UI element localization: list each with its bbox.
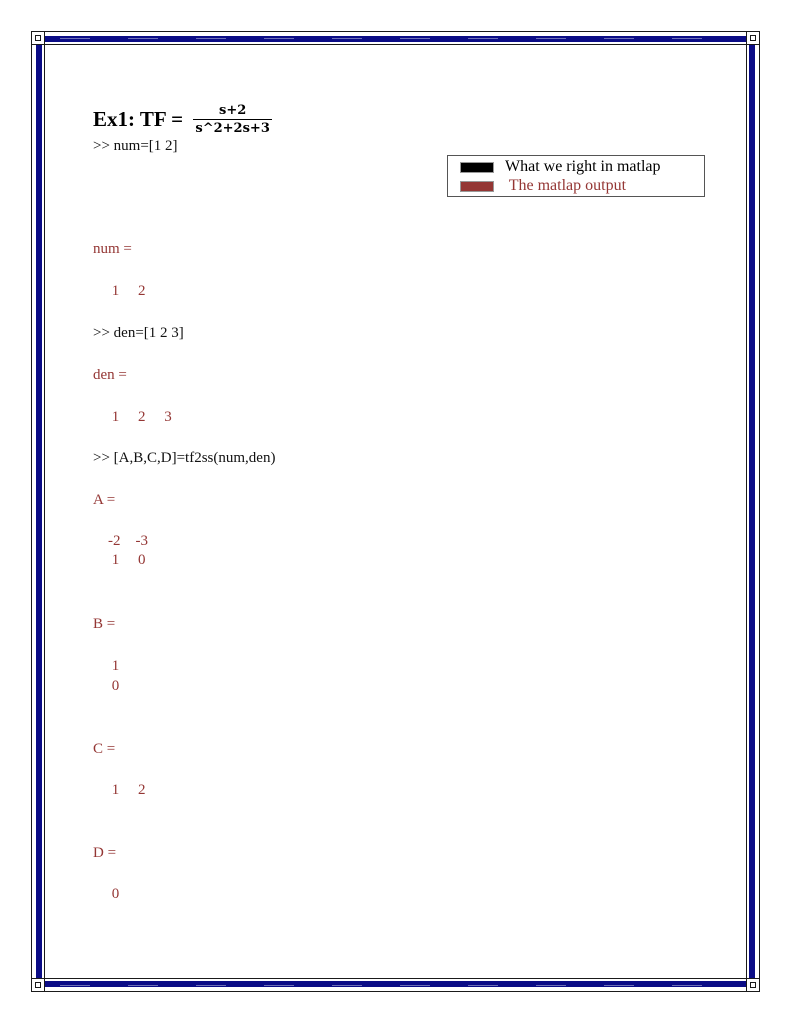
border-corner-bottom-right <box>746 978 760 992</box>
legend-swatch-black <box>460 162 494 173</box>
border-corner-top-left <box>31 31 45 45</box>
border-tick <box>128 38 158 39</box>
border-tick <box>672 38 702 39</box>
output-line: 1 2 <box>93 782 146 798</box>
border-tick <box>196 38 226 39</box>
output-line: 1 0 <box>93 552 146 568</box>
border-tick <box>264 985 294 986</box>
heading-label: Ex1: TF = <box>93 107 189 131</box>
border-tick <box>400 985 430 986</box>
output-line: 1 2 3 <box>93 409 172 425</box>
border-corner-bottom-left <box>31 978 45 992</box>
example-heading <box>93 103 272 136</box>
command-line: >> den=[1 2 3] <box>93 325 184 341</box>
legend-swatch-red <box>460 181 494 192</box>
output-line: D = <box>93 845 117 861</box>
legend-item-output <box>460 177 626 195</box>
command-line: >> num=[1 2] <box>93 138 178 154</box>
output-line: 1 2 <box>93 283 146 299</box>
transfer-function-fraction <box>193 103 271 136</box>
border-tick <box>128 985 158 986</box>
border-tick <box>400 38 430 39</box>
border-tick <box>672 985 702 986</box>
legend-item-input <box>460 158 661 176</box>
tf-numerator: s+2 <box>219 103 247 118</box>
output-line: den = <box>93 367 127 383</box>
output-line: 1 <box>93 658 120 674</box>
border-tick <box>604 38 634 39</box>
output-line: 0 <box>93 886 120 902</box>
border-tick <box>264 38 294 39</box>
border-tick <box>60 985 90 986</box>
command-line: >> [A,B,C,D]=tf2ss(num,den) <box>93 450 276 466</box>
border-tick <box>468 38 498 39</box>
output-line: 0 <box>93 678 120 694</box>
output-line: C = <box>93 741 116 757</box>
border-tick <box>196 985 226 986</box>
output-line: A = <box>93 492 116 508</box>
output-line: B = <box>93 616 116 632</box>
legend-label-output: The matlap output <box>505 177 627 194</box>
legend-label-input: What we right in matlap <box>505 158 661 175</box>
border-tick <box>332 985 362 986</box>
tf-denominator: s^2+2s+3 <box>195 121 270 136</box>
border-tick <box>468 985 498 986</box>
border-tick <box>536 38 566 39</box>
border-tick <box>604 985 634 986</box>
border-tick <box>332 38 362 39</box>
output-line: -2 -3 <box>93 533 148 549</box>
output-line: num = <box>93 241 132 257</box>
border-tick <box>536 985 566 986</box>
legend-box <box>447 155 705 197</box>
border-tick <box>60 38 90 39</box>
border-corner-top-right <box>746 31 760 45</box>
